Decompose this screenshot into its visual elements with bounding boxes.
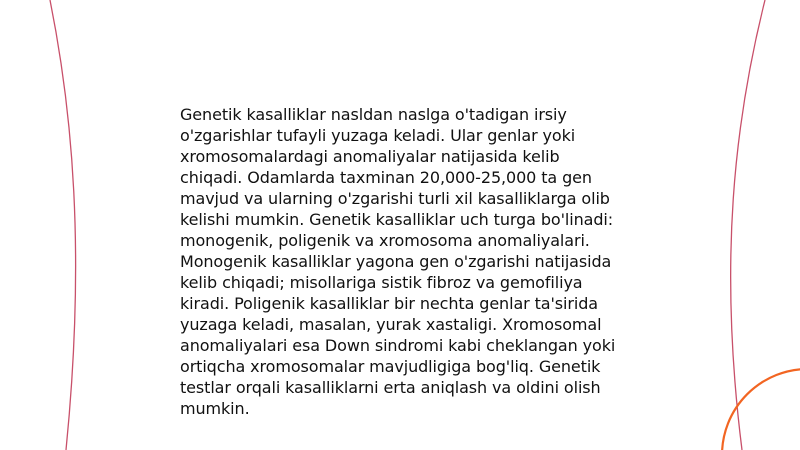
right-decorative-curve xyxy=(731,0,765,450)
left-decorative-curve xyxy=(50,0,76,450)
body-paragraph: Genetik kasalliklar nasldan naslga o'tadigan irsiy o'zgarishlar tufayli yuzaga keladi. Ular genlar yoki xromosomalardagi anomaliyalar natijasida kelib chiqadi. Odamlarda taxminan 20,000-25,000 ta gen mavjud va ularning o'zgarishi turli xil kasalliklarga olib kelishi mumkin. Genetik kasalliklar uch turga bo'linadi: monogenik, poligenik va xromosoma anomaliyalari. Monogenik kasalliklar yagona gen o'zgarishi natijasida kelib chiqadi; misollariga sistik fibroz va gemofiliya kiradi. Poligenik kasalliklar bir nechta genlar ta'sirida yuzaga keladi, masalan, yurak xastaligi. Xromosomal anomaliyalari esa Down sindromi kabi cheklangan yoki ortiqcha xromosomalar mavjudligiga bog'liq. Genetik testlar orqali kasalliklarni erta aniqlash va oldini olish mumkin. xyxy=(180,105,616,418)
orange-accent-circle xyxy=(722,369,800,450)
